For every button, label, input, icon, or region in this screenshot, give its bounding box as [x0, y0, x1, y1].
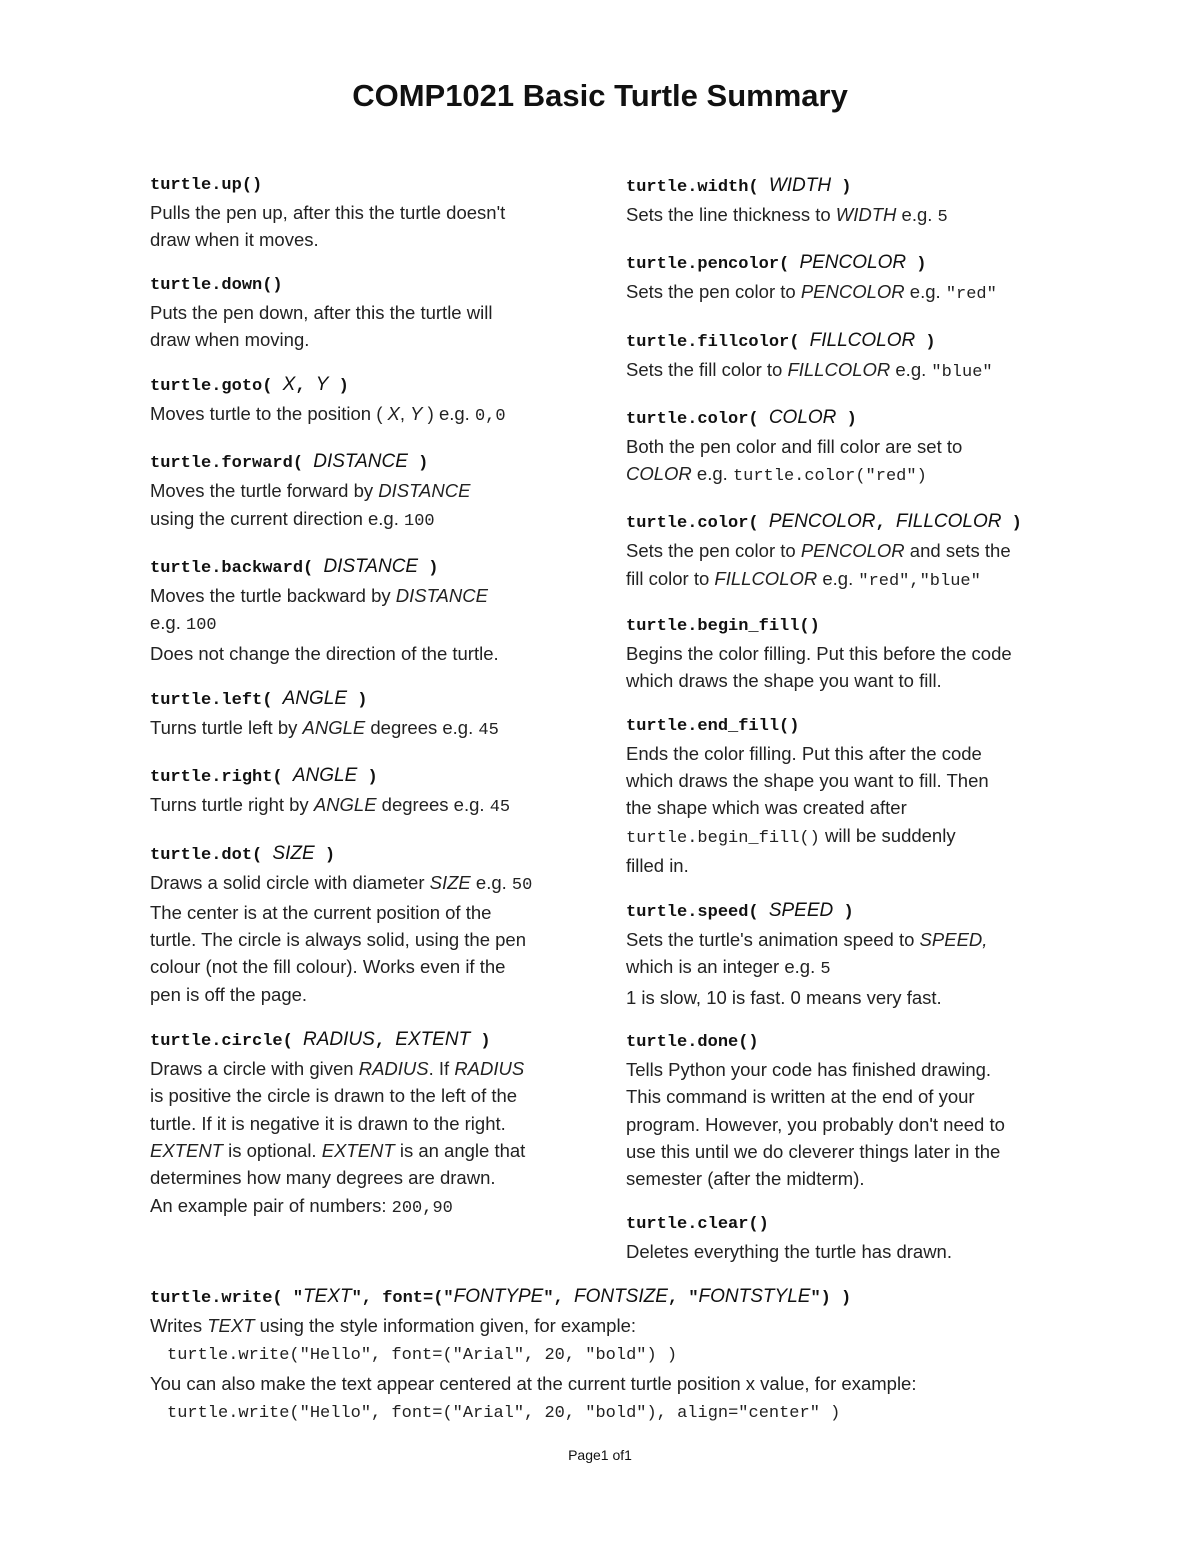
description-circle: Draws a circle with given RADIUS. If RADIUS is positive the circle is drawn to the left of the turtle. If it is negative it is drawn to the right. EXTENT is optional. EXTENT is an angle that determines how many degrees are drawn. An example pair of numbers: 200,90: [150, 1058, 526, 1218]
signature-width: turtle.width( WIDTH ): [626, 175, 852, 197]
entry-begin-fill: [626, 613, 1076, 695]
entry-dot: [150, 840, 600, 1008]
description-backward: Moves the turtle backward by DISTANCE e.g. 100 Does not change the direction of the turtle.: [150, 585, 499, 664]
entry-goto: [150, 371, 600, 430]
entry-done: [626, 1029, 1076, 1192]
signature-clear: turtle.clear(): [626, 1214, 769, 1234]
signature-pencolor: turtle.pencolor( PENCOLOR ): [626, 252, 927, 275]
entry-left: [150, 685, 600, 744]
right-column: [626, 172, 1076, 1283]
signature-goto: turtle.goto( X, Y ): [150, 374, 349, 397]
entry-up: [150, 172, 600, 254]
signature-done: turtle.done(): [626, 1033, 759, 1053]
description-color-pair: Sets the pen color to PENCOLOR and sets the fill color to FILLCOLOR e.g. "red","blue": [626, 540, 1011, 591]
signature-up: turtle.up(): [150, 176, 263, 195]
description-down: Puts the pen down, after this the turtle will draw when moving.: [150, 301, 493, 350]
signature-down: turtle.down(): [150, 275, 283, 295]
description-write: Writes TEXT using the style information given, for example: turtle.write("Hello", font=("Arial", 20, "bold") ) You can also make the text appear centered at the current turtle position x value, for example: turtle.write("Hello", font=("Arial", 20, "bold"), align="center" ): [150, 1315, 917, 1423]
description-end-fill: Ends the color filling. Put this after the code which draws the shape you want to fill. Then the shape which was created after turtle.begin_fill() will be suddenly filled in.: [626, 742, 989, 876]
left-column: [150, 172, 600, 1240]
description-goto: Moves turtle to the position ( X, Y ) e.g. 0,0: [150, 403, 506, 427]
signature-end-fill: turtle.end_fill(): [626, 716, 800, 736]
signature-circle: turtle.circle( RADIUS, EXTENT ): [150, 1029, 491, 1052]
signature-left: turtle.left( ANGLE ): [150, 687, 368, 710]
entry-right: [150, 762, 600, 821]
signature-write: turtle.write( "TEXT", font=("FONTYPE", FONTSIZE, "FONTSTYLE") ): [150, 1286, 852, 1308]
description-dot: Draws a solid circle with diameter SIZE e.g. 50 The center is at the current position of the turtle. The circle is always solid, using the pen colour (not the fill colour). Works even if the pen is off the page.: [150, 871, 533, 1005]
page-title: COMP1021 Basic Turtle Summary: [352, 78, 848, 113]
description-pencolor: Sets the pen color to PENCOLOR e.g. "red": [626, 281, 997, 305]
entry-end-fill: [626, 713, 1076, 879]
entry-clear: [626, 1211, 1076, 1265]
description-speed: Sets the turtle's animation speed to SPEED, which is an integer e.g. 5 1 is slow, 10 is fast. 0 means very fast.: [626, 929, 988, 1008]
description-color-single: Both the pen color and fill color are set to COLOR e.g. turtle.color("red"): [626, 435, 963, 487]
description-left: Turns turtle left by ANGLE degrees e.g. 45: [150, 716, 499, 740]
entry-pencolor: [626, 249, 1076, 308]
signature-color-pair: turtle.color( PENCOLOR, FILLCOLOR ): [626, 511, 1022, 534]
entry-fillcolor: [626, 327, 1076, 386]
description-done: Tells Python your code has finished drawing. This command is written at the end of your program. However, you probably don't need to use this until we do cleverer things later in the semester (after the midterm).: [626, 1059, 1005, 1190]
description-forward: Moves the turtle forward by DISTANCE using the current direction e.g. 100: [150, 480, 471, 531]
signature-color-single: turtle.color( COLOR ): [626, 406, 857, 429]
signature-speed: turtle.speed( SPEED ): [626, 900, 854, 923]
code-example-write-center: turtle.write("Hello", font=("Arial", 20, "bold"), align="center" ): [167, 1403, 841, 1423]
entry-down: [150, 272, 600, 354]
entry-backward: [150, 553, 600, 667]
signature-forward: turtle.forward( DISTANCE ): [150, 451, 429, 474]
entry-color-single: [626, 404, 1076, 491]
description-begin-fill: Begins the color filling. Put this before the code which draws the shape you want to fill.: [626, 643, 1012, 692]
signature-dot: turtle.dot( SIZE ): [150, 842, 336, 865]
entry-color-pair: [626, 508, 1076, 595]
description-right: Turns turtle right by ANGLE degrees e.g. 45: [150, 794, 511, 818]
description-up: Pulls the pen up, after this the turtle doesn't draw when it moves.: [150, 202, 506, 251]
signature-fillcolor: turtle.fillcolor( FILLCOLOR ): [626, 329, 936, 352]
description-clear: Deletes everything the turtle has drawn.: [626, 1240, 952, 1262]
entry-forward: [150, 448, 600, 535]
page-footer: Page1 of1: [568, 1447, 632, 1463]
signature-right: turtle.right( ANGLE ): [150, 765, 378, 788]
signature-begin-fill: turtle.begin_fill(): [626, 617, 820, 637]
entry-write: [150, 1283, 1050, 1427]
signature-backward: turtle.backward( DISTANCE ): [150, 556, 439, 579]
entry-width: [626, 172, 1076, 231]
code-example-write: turtle.write("Hello", font=("Arial", 20, "bold") ): [167, 1346, 678, 1366]
description-fillcolor: Sets the fill color to FILLCOLOR e.g. "blue": [626, 358, 993, 382]
description-width: Sets the line thickness to WIDTH e.g. 5: [626, 204, 948, 227]
entry-circle: [150, 1026, 600, 1222]
entry-speed: [626, 897, 1076, 1011]
